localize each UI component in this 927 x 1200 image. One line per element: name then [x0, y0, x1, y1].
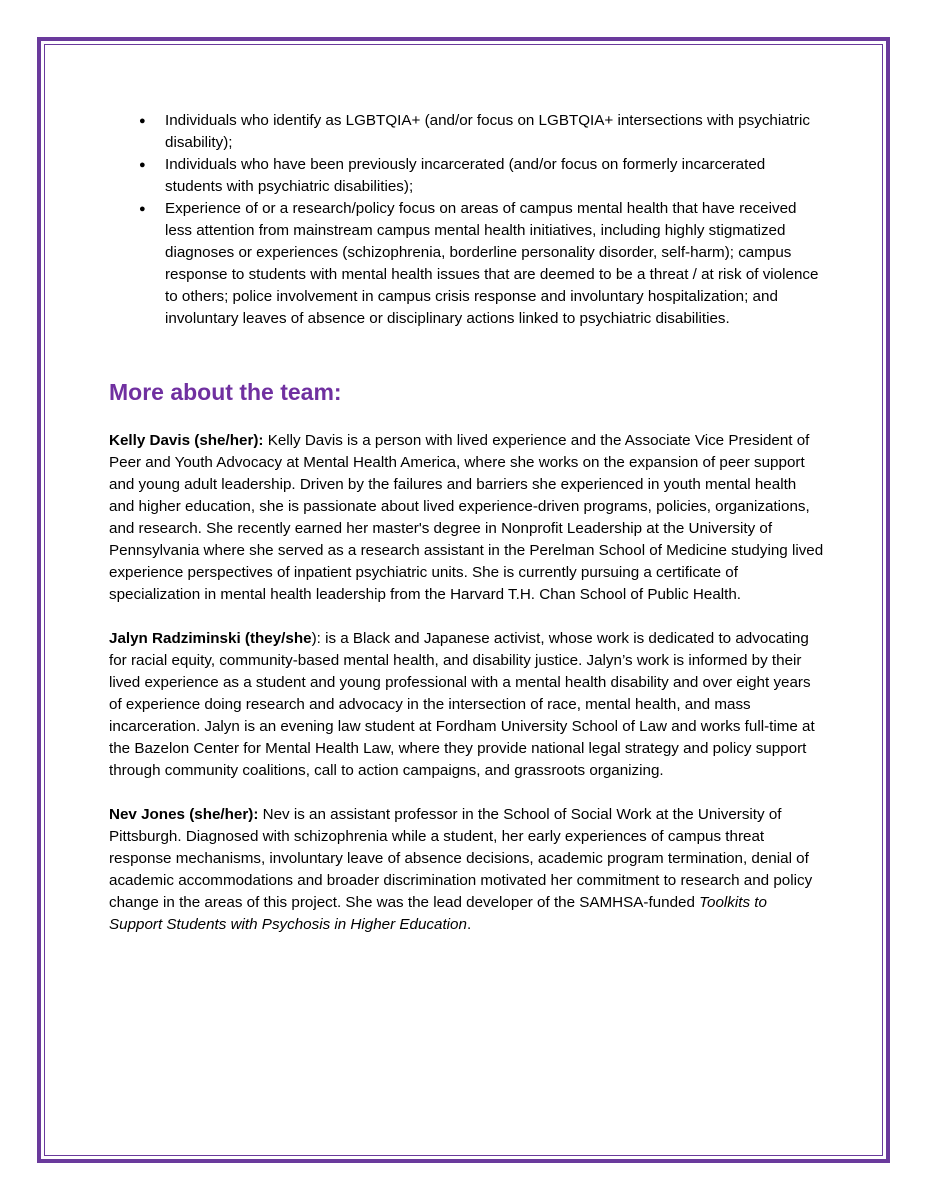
toolkit-title: Toolkits to Support Students with Psychosis in Higher Education: [109, 894, 767, 933]
criteria-list: [109, 110, 824, 330]
bullet-icon: ●: [139, 203, 146, 215]
bio-text: Nev is an assistant professor in the School of Social Work at the University of Pittsburgh. Diagnosed with schizophrenia while a student, her early experiences of campus threat response mechanisms, involuntary leave of absence decisions, academic program termination, denial of academic accommodations and broader discrimination motivated her commitment to research and policy change in the areas of this project. She was the lead developer of the SAMHSA-funded: [109, 806, 813, 911]
list-item-text: Individuals who have been previously incarcerated (and/or focus on formerly incarcerated students with psychiatric disabilities);: [165, 156, 766, 195]
bio-name: Nev Jones (she/her):: [109, 806, 259, 823]
bio-text-end: .: [466, 916, 472, 933]
bio-nev-jones: [109, 804, 824, 936]
bio-name: Kelly Davis (she/her):: [109, 432, 264, 449]
bio-jalyn-radziminski: [109, 628, 824, 782]
section-heading: More about the team:: [109, 379, 342, 405]
bullet-icon: ●: [139, 115, 146, 127]
bio-name: Jalyn Radziminski (they/she: [109, 630, 312, 647]
list-item: [109, 110, 824, 154]
document-content: [109, 110, 824, 936]
bullet-icon: ●: [139, 159, 146, 171]
bio-text: Kelly Davis is a person with lived experience and the Associate Vice President of Peer and Youth Advocacy at Mental Health America, where she works on the expansion of peer support and young adult leadership. Driven by the failures and barriers she experienced in youth mental health and higher education, she is passionate about lived experience-driven programs, policies, organizations, and research. She recently earned her master's degree in Nonprofit Leadership at the University of Pennsylvania where she served as a research assistant in the Perelman School of Medicine studying lived experience perspectives of inpatient psychiatric units. She is currently pursuing a certificate of specialization in mental health leadership from the Harvard T.H. Chan School of Public Health.: [109, 432, 824, 603]
list-item-text: Experience of or a research/policy focus on areas of campus mental health that have received less attention from mainstream campus mental health initiatives, including highly stigmatized diagnoses or experiences (schizophrenia, borderline personality disorder, self-harm); campus response to students with mental health issues that are deemed to be a threat / at risk of violence to others; police involvement in campus crisis response and involuntary hospitalization; and involuntary leaves of absence or disciplinary actions linked to psychiatric disabilities.: [165, 200, 819, 327]
list-item-text: Individuals who identify as LGBTQIA+ (and/or focus on LGBTQIA+ intersections with psychiatric disability);: [165, 112, 810, 151]
bio-kelly-davis: [109, 430, 824, 606]
list-item: [109, 154, 824, 198]
list-item: [109, 198, 824, 330]
bio-text: ): is a Black and Japanese activist, whose work is dedicated to advocating for racial equity, community-based mental health, and disability justice. Jalyn’s work is informed by their lived experience as a student and young professional with a mental health disability and over eight years of experience doing research and advocacy in the intersection of race, mental health, and mass incarceration. Jalyn is an evening law student at Fordham University School of Law and works full-time at the Bazelon Center for Mental Health Law, where they provide national legal strategy and policy support through community coalitions, call to action campaigns, and grassroots organizing.: [109, 630, 815, 779]
